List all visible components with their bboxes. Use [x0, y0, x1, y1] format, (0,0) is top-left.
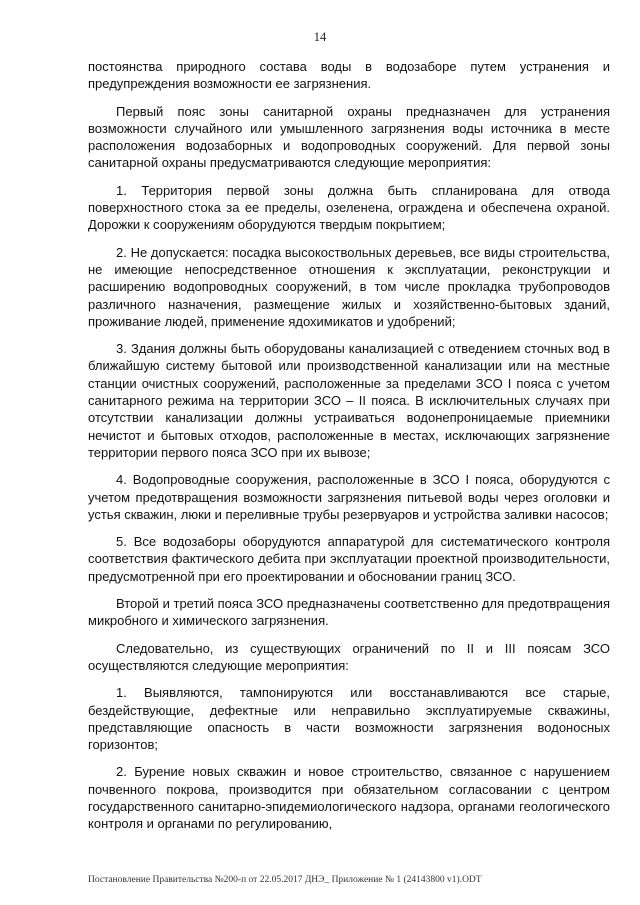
paragraph-item-1: 1. Территория первой зоны должна быть спланирована для отвода поверхностного стока за ее пределы, озеленена, ограждена и обеспечена охраной. Дорожки к сооружениям оборудуются твердым покрытием; [88, 182, 610, 233]
paragraph-item-5: 5. Все водозаборы оборудуются аппаратурой для систематического контроля соответствия фактического дебита при эксплуатации проектной производительности, предусмотренной при его проектировании и обосновании границ ЗСО. [88, 534, 610, 584]
page-number: 14 [313, 30, 327, 44]
paragraph-second-third-zones: Второй и третий пояса ЗСО предназначены соответственно для предотвращения микробного и химического загрязнения. [88, 596, 610, 629]
paragraph-item-4: 4. Водопроводные сооружения, расположенные в ЗСО I пояса, оборудуются с учетом предотвращения возможности загрязнения питьевой воды через оголовки и устья скважин, люки и переливные трубы резервуаров и устройства заливки насосов; [88, 472, 610, 522]
paragraph-first-zone-intro: Первый пояс зоны санитарной охраны предназначен для устранения возможности случайного или умышленного загрязнения воды источника в месте расположения водозаборных и водопроводных сооружений. Для первой зоны санитарной охраны предусматриваются следующие мероприятия: [88, 103, 610, 171]
paragraph-measures-intro: Следовательно, из существующих ограничений по II и III поясам ЗСО осуществляются следующие мероприятия: [88, 640, 610, 673]
footer-document-reference: Постановление Правительства №200-п от 22.05.2017 ДНЭ_ Приложение № 1 (24143800 v1).ODT [88, 875, 482, 885]
paragraph-item-2: 2. Не допускается: посадка высокоствольных деревьев, все виды строительства, не имеющие непосредственное отношения к эксплуатации, реконструкции и расширению водопроводных сооружений, в том числе прокладка трубопроводов различного назначения, размещение жилых и хозяйственно-бытовых зданий, проживание людей, применение ядохимикатов и удобрений; [88, 244, 610, 329]
paragraph-measure-2: 2. Бурение новых скважин и новое строительство, связанное с нарушением почвенного покрова, производится при обязательном согласовании с центром государственного санитарно-эпидемиологического надзора, органами геологического контроля и органами по регулированию, [88, 764, 610, 832]
document-body [88, 58, 610, 843]
paragraph-item-3: 3. Здания должны быть оборудованы канализацией с отведением сточных вод в ближайшую систему бытовой или производственной канализации или на местные станции очистных сооружений, расположенные за пределами ЗСО I пояса с учетом санитарного режима на территории ЗСО – II пояса. В исключительных случаях при отсутствии канализации должны устраиваться водонепроницаемые приемники нечистот и бытовых отходов, расположенные в местах, исключающих загрязнение территории первого пояса ЗСО при их вывозе; [88, 341, 610, 460]
paragraph-continuation: постоянства природного состава воды в водозаборе путем устранения и предупреждения возможности ее загрязнения. [88, 59, 610, 92]
paragraph-measure-1: 1. Выявляются, тампонируются или восстанавливаются все старые, бездействующие, дефектные или неправильно эксплуатируемые скважины, представляющие опасность в части возможности загрязнения водоносных горизонтов; [88, 685, 610, 753]
